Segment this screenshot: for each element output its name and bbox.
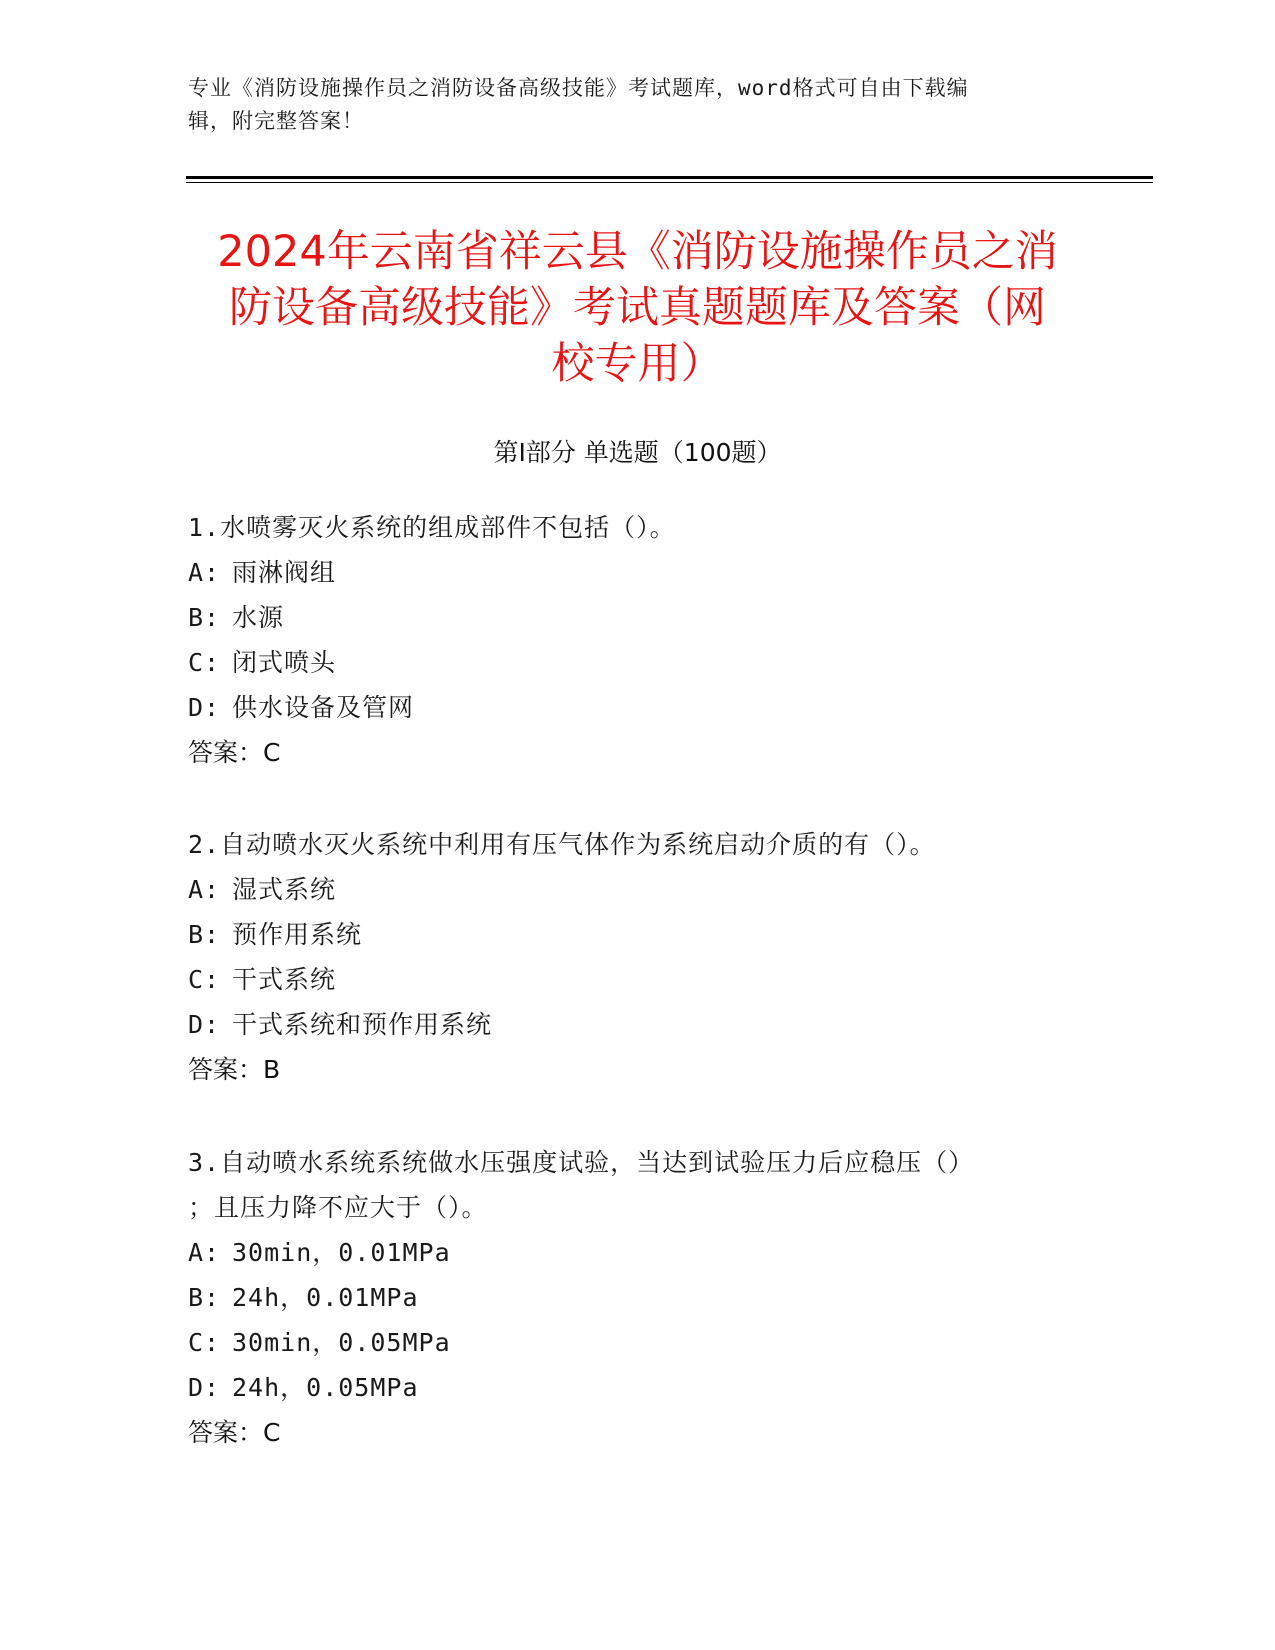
option-b xyxy=(188,1275,1108,1320)
option-label: C: xyxy=(188,1328,221,1357)
question-2 xyxy=(188,822,1108,1092)
option-text: 30min，0.05MPa xyxy=(232,1328,451,1357)
option-label: A: xyxy=(188,558,221,587)
document-title-line: 校专用） xyxy=(551,339,724,389)
option-d xyxy=(188,1002,1108,1047)
option-text: 干式系统 xyxy=(232,965,337,994)
question-stem: 3.自动喷水系统系统做水压强度试验，当达到试验压力后应稳压（） xyxy=(188,1148,975,1177)
answer-line: 答案：C xyxy=(188,738,281,767)
answer-line: 答案：B xyxy=(188,1055,281,1084)
option-d xyxy=(188,1365,1108,1410)
option-b xyxy=(188,595,1108,640)
option-a xyxy=(188,867,1108,912)
option-a xyxy=(188,1230,1108,1275)
option-label: C: xyxy=(188,648,221,677)
option-label: A: xyxy=(188,875,221,904)
option-text: 24h，0.05MPa xyxy=(232,1373,419,1402)
option-text: 干式系统和预作用系统 xyxy=(232,1010,493,1039)
option-label: A: xyxy=(188,1238,221,1267)
question-stem-continued: ；且压力降不应大于（）。 xyxy=(188,1193,488,1222)
option-text: 湿式系统 xyxy=(232,875,337,904)
document-title xyxy=(160,224,1115,392)
option-label: B: xyxy=(188,1283,221,1312)
question-3 xyxy=(188,1140,1108,1455)
option-label: D: xyxy=(188,1010,221,1039)
option-label: B: xyxy=(188,920,221,949)
header-note-line: 辑，附完整答案！ xyxy=(188,109,364,133)
header-note-line: 专业《消防设施操作员之消防设备高级技能》考试题库，word格式可自由下载编 xyxy=(188,76,969,100)
question-1 xyxy=(188,505,1108,775)
answer-line: 答案：C xyxy=(188,1418,281,1447)
option-label: C: xyxy=(188,965,221,994)
question-stem: 2.自动喷水灭火系统中利用有压气体作为系统启动介质的有（）。 xyxy=(188,830,936,859)
header-divider-thick xyxy=(186,176,1153,179)
option-label: D: xyxy=(188,1373,221,1402)
option-text: 供水设备及管网 xyxy=(232,693,415,722)
option-text: 30min，0.01MPa xyxy=(232,1238,451,1267)
question-stem: 1.水喷雾灭火系统的组成部件不包括（）。 xyxy=(188,513,676,542)
option-label: D: xyxy=(188,693,221,722)
document-title-line: 2024年云南省祥云县《消防设施操作员之消 xyxy=(217,227,1058,277)
option-a xyxy=(188,550,1108,595)
section-heading: 第Ⅰ部分 单选题（100题） xyxy=(493,438,782,467)
option-text: 预作用系统 xyxy=(232,920,363,949)
option-b xyxy=(188,912,1108,957)
header-divider-thin xyxy=(186,182,1153,183)
option-text: 雨淋阀组 xyxy=(232,558,337,587)
option-text: 闭式喷头 xyxy=(232,648,337,677)
header-note xyxy=(188,72,1088,138)
option-text: 24h，0.01MPa xyxy=(232,1283,419,1312)
option-text: 水源 xyxy=(232,603,285,632)
option-c xyxy=(188,640,1108,685)
option-d xyxy=(188,685,1108,730)
option-label: B: xyxy=(188,603,221,632)
document-title-line: 防设备高级技能》考试真题题库及答案（网 xyxy=(229,283,1046,333)
option-c xyxy=(188,1320,1108,1365)
option-c xyxy=(188,957,1108,1002)
